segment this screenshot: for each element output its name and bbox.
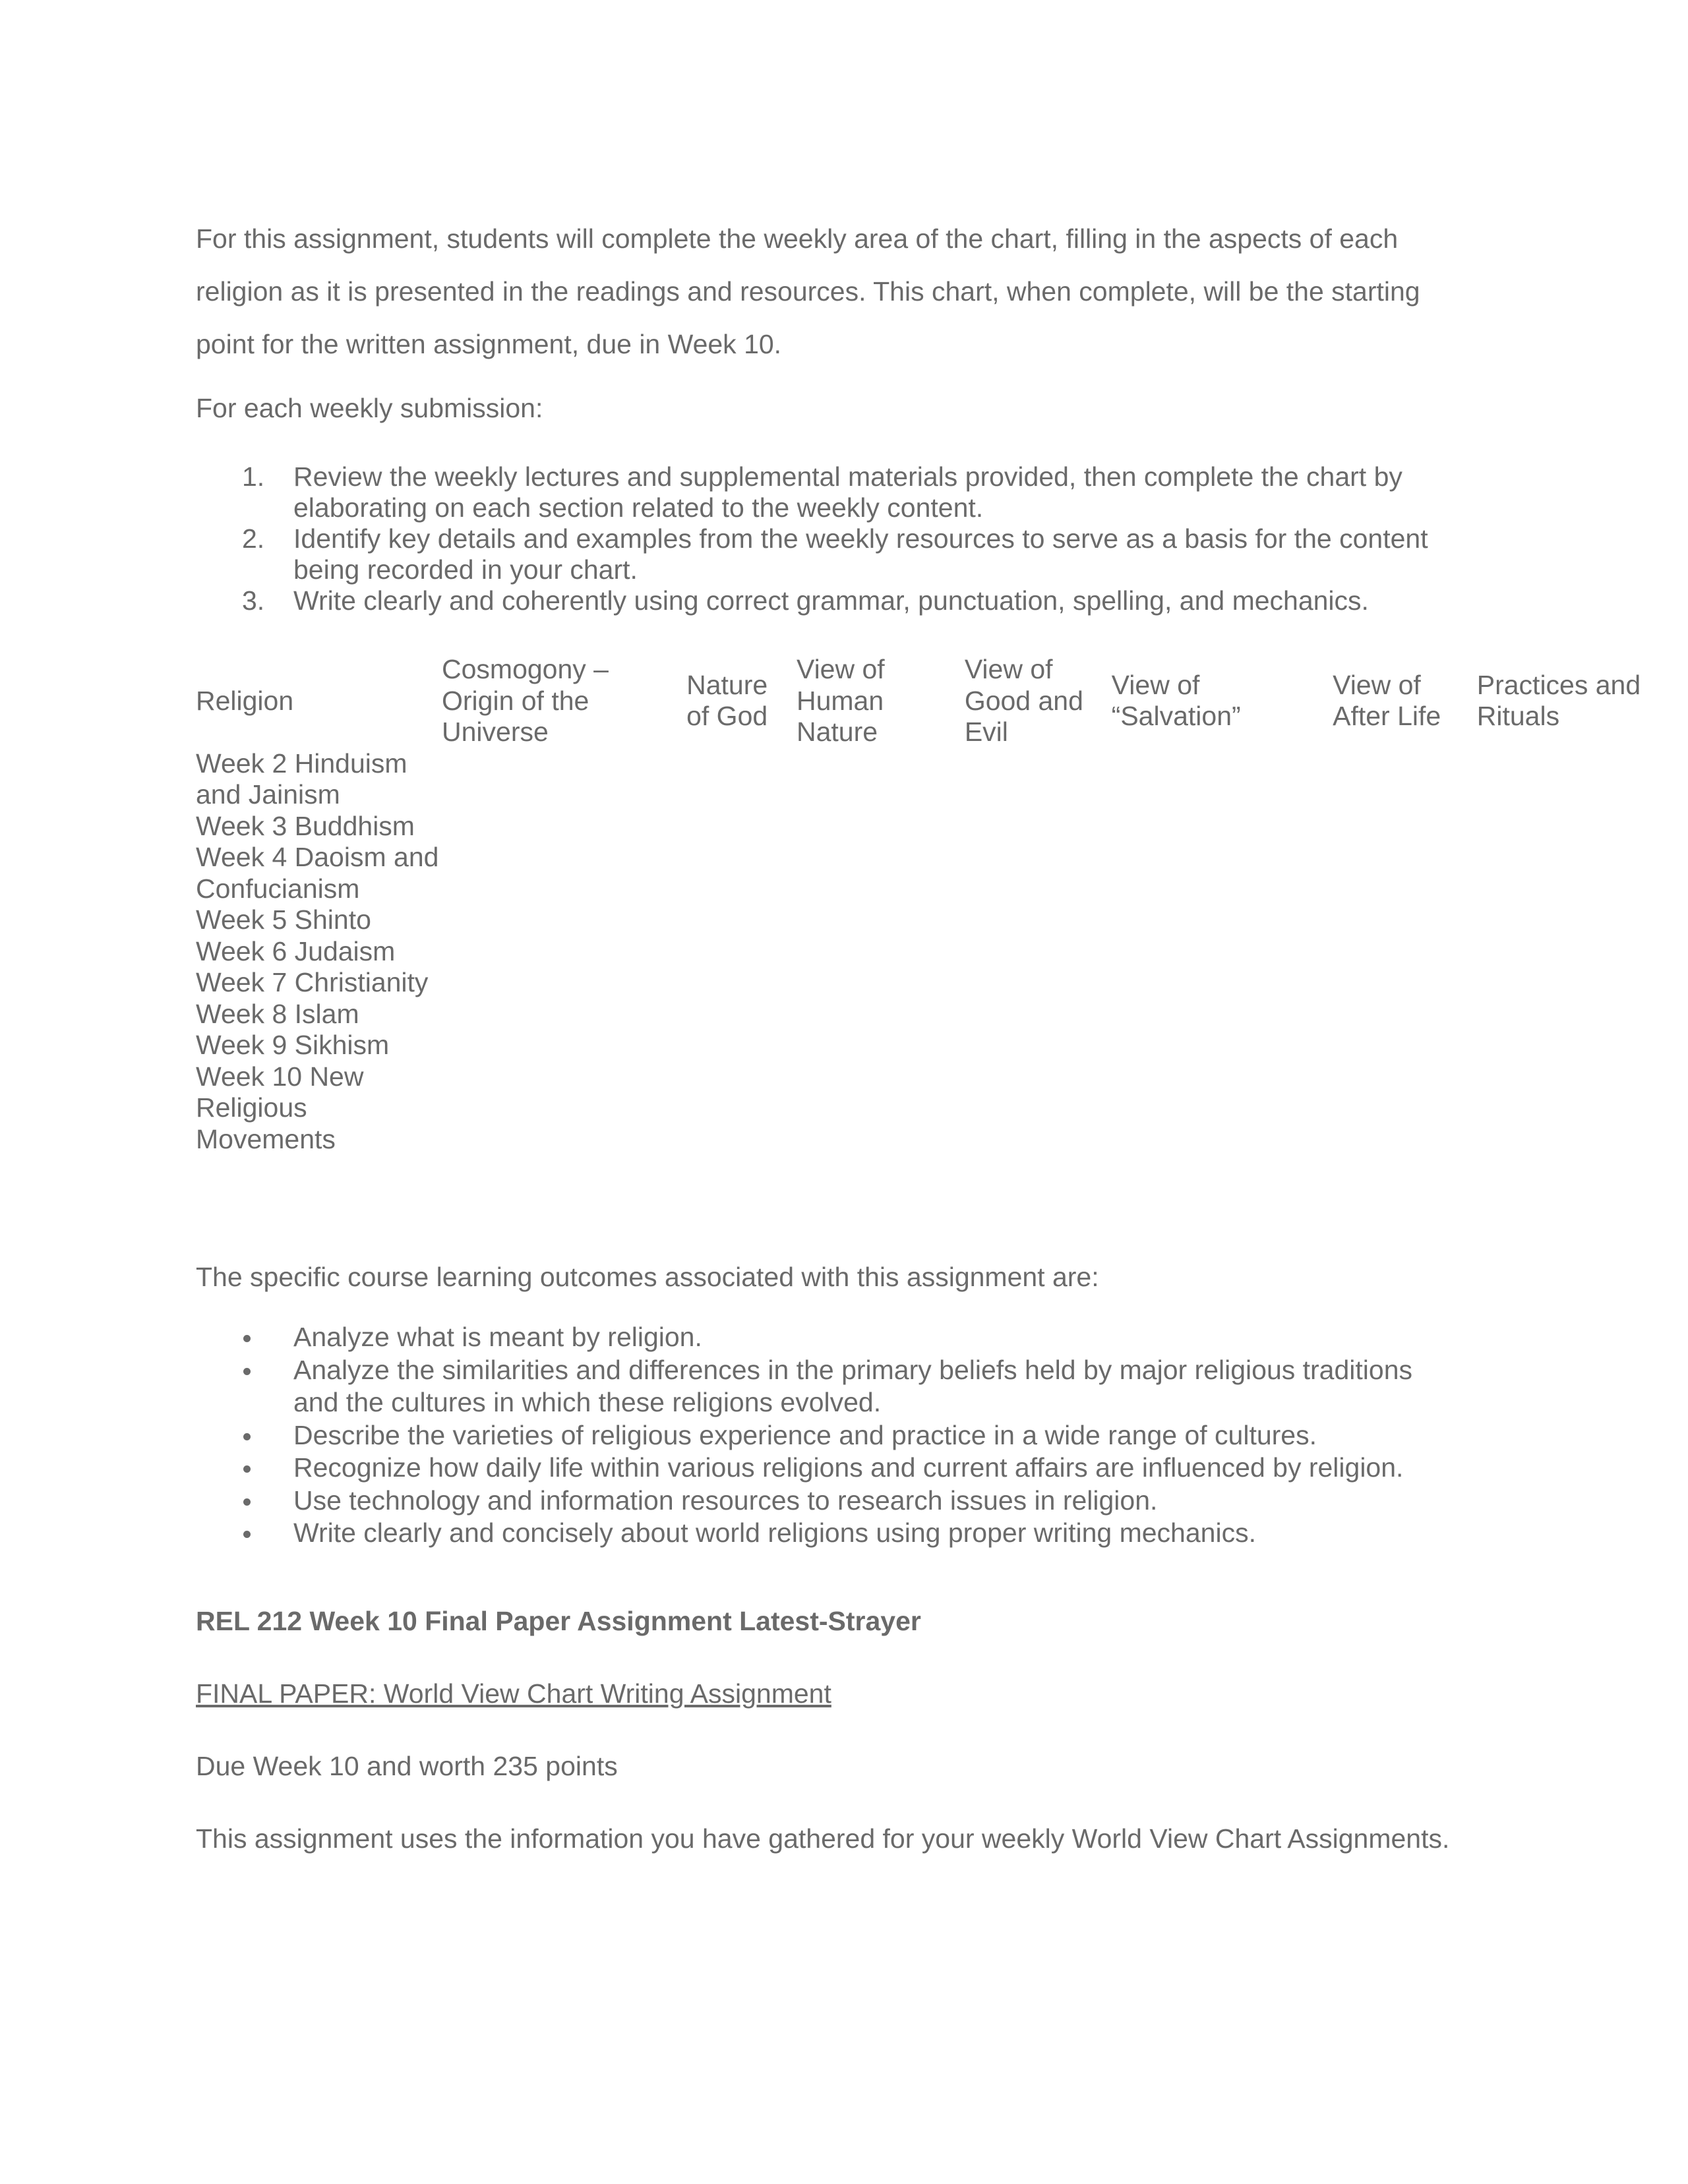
week-label: Week 6 Judaism [196,935,396,966]
week-label: Confucianism [196,873,360,904]
list-item [196,1419,1468,1452]
chart-header-row [196,654,1660,748]
assignment-description: This assignment uses the information you have gathered for your weekly World View Chart Assignments. [196,1823,1450,1854]
header-human-nature: View of Human Nature [796,654,885,747]
list-number: 1. [242,461,265,492]
outcomes-heading: The specific course learning outcomes associated with this assignment are: [196,1262,1099,1292]
chart-empty-cell [965,748,1112,1156]
list-item-text: Write clearly and coherently using correct grammar, punctuation, spelling, and mechanics. [293,585,1369,616]
intro-line: For this assignment, students will complete the weekly area of the chart, filling in the aspects of each [196,223,1399,254]
list-item [196,1321,1468,1354]
list-item-text: Write clearly and concisely about world religions using proper writing mechanics. [293,1518,1256,1548]
bullet-icon [243,1531,251,1538]
list-item-text: Use technology and information resources to research issues in religion. [293,1485,1158,1516]
bullet-icon [243,1368,251,1375]
world-view-chart [196,654,1660,1155]
bullet-icon [243,1465,251,1473]
due-date-text: Due Week 10 and worth 235 points [196,1751,618,1781]
header-nature-of-god: Nature of God [686,669,768,732]
chart-empty-cell [442,748,686,1156]
list-number: 2. [242,523,265,554]
list-item [196,1517,1468,1550]
submission-steps-list [196,461,1468,616]
week-label: and Jainism [196,779,340,810]
week-label: Movements [196,1123,336,1154]
intro-paragraph [196,212,1488,370]
header-cosmogony: Cosmogony – Origin of the Universe [442,654,609,747]
list-item [196,1485,1468,1518]
final-paper-title: REL 212 Week 10 Final Paper Assignment Latest-Strayer [196,1606,921,1636]
list-item-text: and the cultures in which these religions evolved. [293,1387,882,1417]
list-item [196,585,1468,616]
list-item-text: Analyze the similarities and differences in the primary beliefs held by major religious traditions [293,1354,1412,1385]
list-number: 3. [242,585,265,616]
week-label: Religious [196,1092,307,1123]
list-item-text: being recorded in your chart. [293,554,638,585]
list-item-text: Describe the varieties of religious experience and practice in a wide range of cultures. [293,1419,1317,1450]
header-practices-rituals: Practices and Rituals [1476,669,1641,732]
header-after-life: View of After Life [1333,669,1441,732]
chart-empty-cell [1477,748,1660,1156]
header-good-and-evil: View of Good and Evil [964,654,1083,747]
chart-empty-cell [1333,748,1477,1156]
list-item-text: Identify key details and examples from the weekly resources to serve as a basis for the content [293,523,1428,554]
learning-outcomes-list [196,1321,1468,1550]
bullet-icon [243,1433,251,1440]
week-label: Week 9 Sikhism [196,1030,390,1060]
week-label: Week 10 New [196,1061,364,1092]
list-item [196,523,1468,585]
week-label: Week 8 Islam [196,998,359,1029]
header-religion: Religion [196,685,294,716]
list-item-text: Review the weekly lectures and supplemental materials provided, then complete the chart by [293,461,1402,492]
week-label: Week 5 Shinto [196,904,371,935]
list-item [196,1452,1468,1485]
intro-line: religion as it is presented in the readings and resources. This chart, when complete, will be the starting [196,276,1420,307]
week-label: Week 3 Buddhism [196,810,415,841]
week-label: Week 2 Hinduism [196,748,407,779]
bullet-icon [243,1498,251,1506]
list-item-text: Analyze what is meant by religion. [293,1322,702,1352]
week-label: Week 4 Daoism and [196,842,439,872]
list-item-text: Recognize how daily life within various religions and current affairs are influenced by religion. [293,1452,1404,1483]
week-label: Week 7 Christianity [196,967,429,997]
weeks-column [196,748,442,1156]
header-salvation: View of “Salvation” [1111,669,1241,732]
chart-body-row [196,748,1660,1156]
bullet-icon [243,1335,251,1342]
list-item [196,1354,1468,1419]
chart-empty-cell [797,748,965,1156]
final-paper-subtitle: FINAL PAPER: World View Chart Writing Assignment [196,1678,831,1709]
list-item-text: elaborating on each section related to the weekly content. [293,492,984,523]
chart-empty-cell [686,748,797,1156]
list-item [196,461,1468,523]
weekly-submission-heading: For each weekly submission: [196,393,543,423]
chart-empty-cell [1112,748,1333,1156]
intro-line: point for the written assignment, due in Week 10. [196,329,782,359]
